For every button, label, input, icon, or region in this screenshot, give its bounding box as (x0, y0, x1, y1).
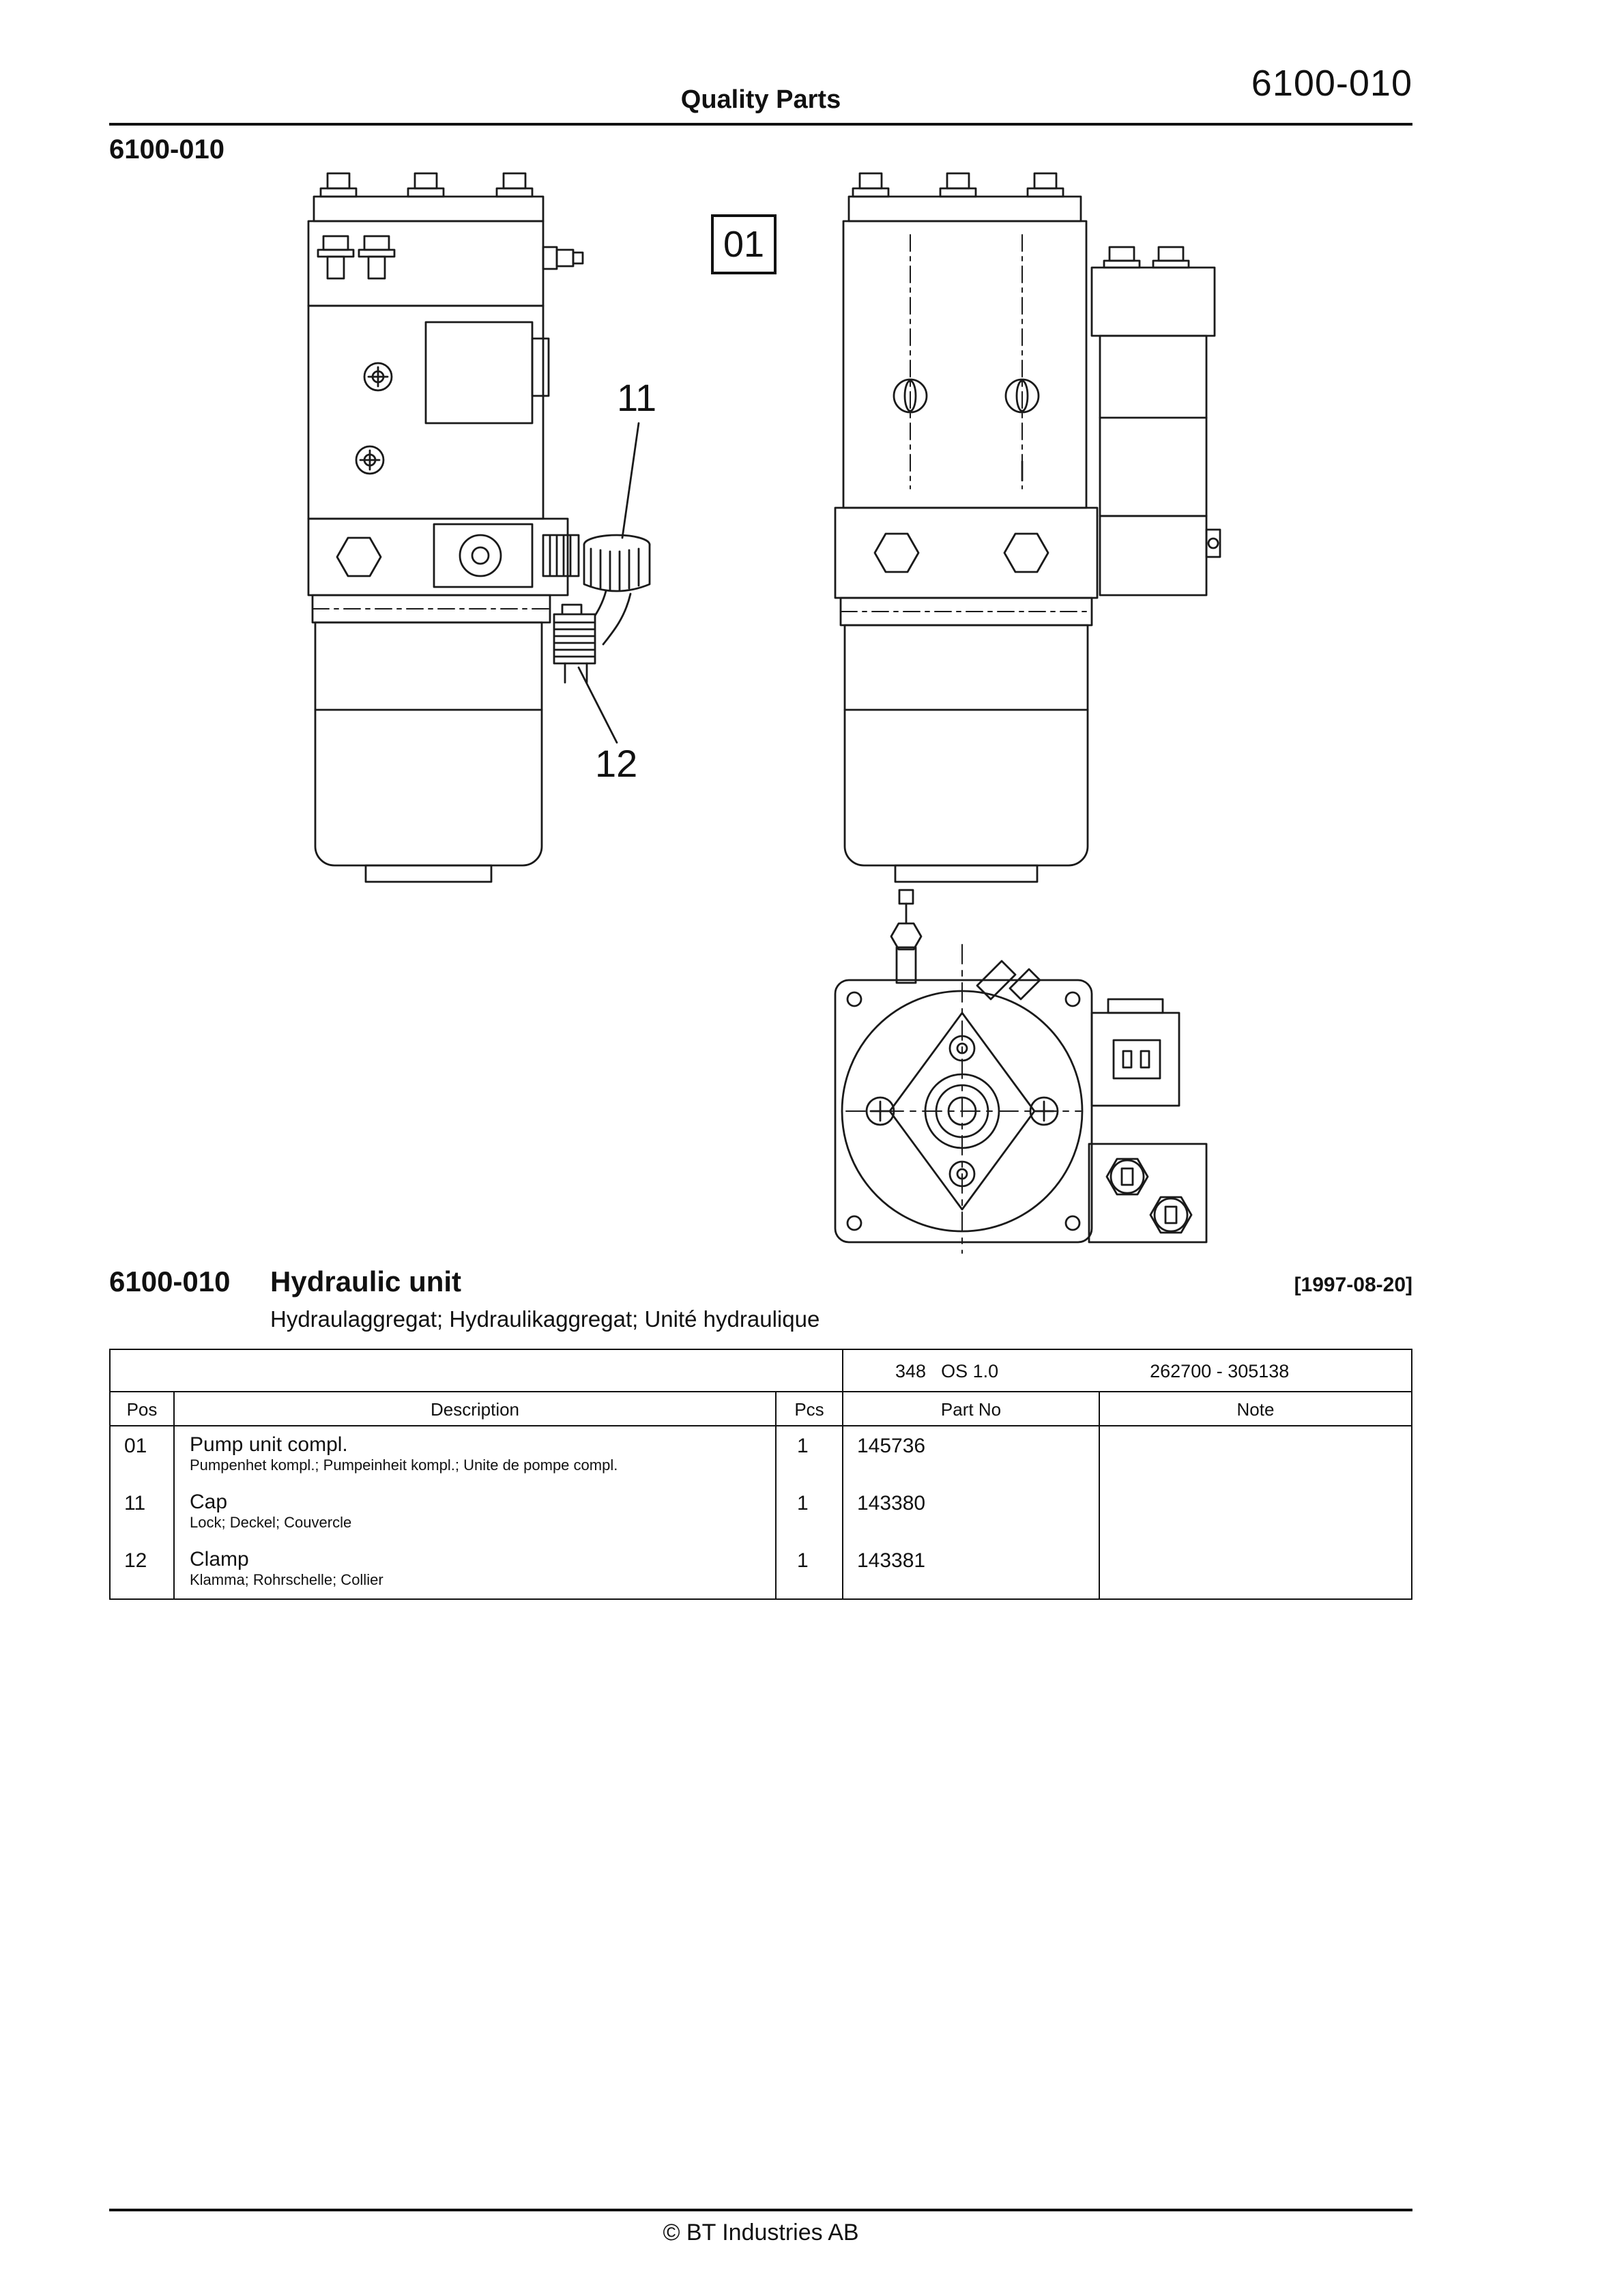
header-doc-number: 6100-010 (1251, 63, 1412, 104)
column-header-pos: Pos (111, 1392, 175, 1425)
section-date: [1997-08-20] (1294, 1274, 1412, 1297)
cap-part (584, 535, 650, 591)
description-sub: Lock; Deckel; Couvercle (190, 1515, 352, 1532)
cell-pos: 11 (111, 1484, 175, 1541)
leader-line-11 (622, 423, 639, 538)
column-header-pcs: Pcs (777, 1392, 843, 1425)
table-meta-empty-cell (111, 1350, 843, 1391)
table-row (111, 1541, 1411, 1598)
cell-note (1100, 1426, 1411, 1484)
cell-description (175, 1541, 777, 1598)
description-main: Pump unit compl. (190, 1433, 348, 1456)
cell-description (175, 1484, 777, 1541)
table-row (111, 1426, 1411, 1484)
description-main: Cap (190, 1491, 228, 1514)
cell-note (1100, 1484, 1411, 1541)
section-title: Hydraulic unit (270, 1267, 462, 1298)
column-header-note: Note (1236, 1398, 1275, 1419)
meta-code: 348 (895, 1360, 927, 1381)
header-title: Quality Parts (680, 86, 841, 115)
table-header-row (111, 1392, 1411, 1426)
cell-pcs: 1 (777, 1484, 843, 1541)
section-subtitle: Hydraulaggregat; Hydraulikaggregat; Unité hydraulique (270, 1308, 820, 1332)
description-sub: Klamma; Rohrschelle; Collier (190, 1573, 383, 1589)
callout-12-label: 12 (595, 743, 638, 785)
cell-pos: 12 (111, 1541, 175, 1598)
callout-11-label: 11 (617, 377, 657, 419)
table-meta-row (111, 1350, 1411, 1392)
clamp-part (554, 605, 595, 683)
meta-serial-range: 262700 - 305138 (1150, 1360, 1290, 1381)
footer-rule (109, 2209, 1412, 2211)
column-header-part-no: Part No (843, 1392, 1100, 1425)
cell-pcs: 1 (777, 1541, 843, 1598)
cell-note (1100, 1541, 1411, 1598)
cell-part-no: 145736 (843, 1426, 1100, 1484)
table-row (111, 1484, 1411, 1541)
meta-version: OS 1.0 (941, 1360, 999, 1381)
table-meta-info-cell (843, 1350, 1411, 1391)
leader-line-12 (579, 668, 617, 743)
cell-pos: 01 (111, 1426, 175, 1484)
parts-table (109, 1349, 1412, 1600)
pump-side-view (835, 173, 1220, 882)
cell-part-no: 143380 (843, 1484, 1100, 1541)
callout-01-label: 01 (723, 223, 765, 264)
callout-box-01 (711, 214, 777, 274)
column-header-description: Description (175, 1392, 777, 1425)
section-number: 6100-010 (109, 1267, 231, 1298)
footer-copyright: © BT Industries AB (663, 2220, 859, 2245)
description-sub: Pumpenhet kompl.; Pumpeinheit kompl.; Unite de pompe compl. (190, 1458, 618, 1474)
description-main: Clamp (190, 1548, 249, 1571)
pump-top-view (835, 890, 1206, 1253)
cell-description (175, 1426, 777, 1484)
page-label: 6100-010 (109, 135, 225, 165)
cell-part-no: 143381 (843, 1541, 1100, 1598)
cell-pcs: 1 (777, 1426, 843, 1484)
